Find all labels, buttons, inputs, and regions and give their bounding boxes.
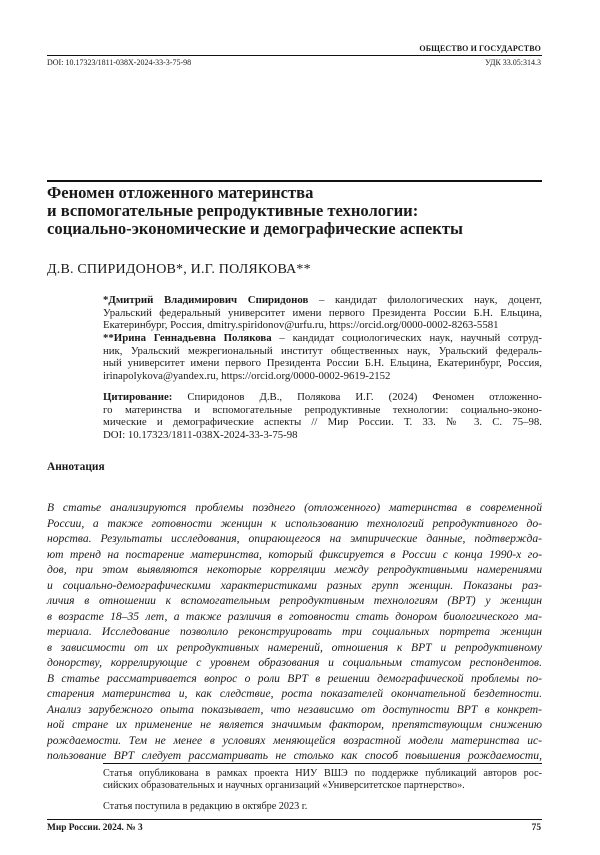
- abstract-line: териала. Исследование позволило реконструировать три социальных портрета женщин: [47, 625, 542, 638]
- page-number: 75: [531, 823, 541, 833]
- citation-text: го материнства и вспомогательные репродуктивные технологии: социально-эконо-: [103, 403, 542, 416]
- doi-header: DOI: 10.17323/1811-038X-2024-33-3-75-98: [47, 58, 192, 67]
- citation-text: DOI: 10.17323/1811-038X-2024-33-3-75-98: [103, 428, 298, 441]
- citation-block: [103, 391, 542, 441]
- abstract-line: норства. Результаты исследования, опирающегося на эмпирические данные, подтвержда-: [47, 532, 542, 545]
- header-rule: [47, 55, 542, 56]
- article-title: [47, 184, 542, 238]
- received-line: Статья поступила в редакцию в октябре 2023 г.: [103, 801, 308, 812]
- title-line: Феномен отложенного материнства: [47, 183, 314, 202]
- abstract-line: донорству, коррелирующие с уровнем образования и социальным статусом респондентов.: [47, 656, 542, 669]
- journal-issue: Мир России. 2024. № 3: [47, 823, 143, 833]
- bio-text: irinapolykova@yandex.ru, https://orcid.org/0000-0002-9619-2152: [103, 369, 391, 382]
- abstract-line: в зависимости от их репродуктивных намерений, отношения к ВРТ и репродуктивному: [47, 640, 542, 654]
- abstract-line: ют тренд на постарение материнства, который фиксируется в России с конца 1990-х го-: [47, 547, 542, 561]
- funding-line: сийских образовательных и научных организаций «Университетское партнерство».: [103, 780, 465, 792]
- funding-note: [103, 768, 542, 793]
- section-label: ОБЩЕСТВО И ГОСУДАРСТВО: [419, 44, 541, 53]
- abstract-line: личия в отношении к вспомогательным репродуктивным технологиям (ВРТ) у женщин: [47, 594, 542, 607]
- abstract-body: [47, 500, 542, 764]
- abstract-line: дов, при этом выявляются некоторые корреляции между репродуктивными намерениями: [47, 563, 542, 576]
- footer-rule: [47, 819, 542, 820]
- title-line: социально-экономические и демографические аспекты: [47, 219, 463, 238]
- abstract-line: В статье рассматривается вопрос о роли ВРТ в решении демографической проблемы по-: [47, 671, 542, 685]
- bio-text: Уральский федеральный университет имени первого Президента России Б.Н. Ельцина,: [103, 306, 542, 319]
- bio-text: Екатеринбург, Россия, dmitry.spiridonov@urfu.ru, https://orcid.org/0000-0002-8263-5581: [103, 319, 499, 332]
- abstract-heading: Аннотация: [47, 461, 105, 473]
- footnote-rule: [103, 763, 542, 764]
- abstract-line: в возрасте 18–35 лет, а также различия в готовности стать донором биологического ма-: [47, 609, 542, 623]
- citation-text: Спиридонов Д.В., Полякова И.Г. (2024) Феномен отложенно-: [172, 391, 542, 403]
- abstract-line: пользование ВРТ следует рассматривать не столько как способ повышения рождаемости,: [47, 749, 542, 762]
- title-rule: [47, 180, 542, 182]
- abstract-line: старения материнства и, как следствие, роста показателей окончательной бездетности.: [47, 687, 542, 700]
- bio-text: – кандидат социологических наук, научный сотруд-: [271, 332, 542, 344]
- author-bio-2: [103, 332, 542, 382]
- abstract-line: и социально-демографическими характеристиками разных групп женщин. Показаны раз-: [47, 578, 542, 592]
- abstract-line: Анализ зарубежного опыта показывает, что независимо от доступности ВРТ в конкрет-: [47, 702, 542, 716]
- udk-code: УДК 33.05:314.3: [485, 58, 541, 67]
- bio-text: – кандидат филологических наук, доцент,: [308, 294, 542, 306]
- bio-text: ный университет имени первого Президента России Б.Н. Ельцина, Екатеринбург, Россия,: [103, 357, 542, 370]
- funding-line: Статья опубликована в рамках проекта НИУ ВШЭ по поддержке публикаций авторов рос-: [103, 768, 542, 779]
- citation-text: мические и демографические аспекты // Мир России. Т. 33. № 3. С. 75–98.: [103, 416, 542, 429]
- abstract-line: рождаемости. Тем не менее в условиях меняющейся возрастной модели материнства ис-: [47, 733, 542, 747]
- citation-label: Цитирование:: [103, 391, 173, 403]
- abstract-line: ной стране их применение не является значимым фактором, препятствующим снижению: [47, 718, 542, 731]
- author-name-2: **Ирина Геннадьевна Полякова: [103, 332, 272, 344]
- authors-line: Д.В. СПИРИДОНОВ*, И.Г. ПОЛЯКОВА**: [47, 262, 311, 277]
- author-bio-1: [103, 294, 542, 332]
- author-name-1: *Дмитрий Владимирович Спиридонов: [103, 294, 309, 306]
- received-note: [103, 801, 542, 813]
- bio-text: ник, Уральский межрегиональный институт общественных наук, Уральский федераль-: [103, 344, 542, 357]
- abstract-line: России, а также готовности женщин к использованию технологий репродуктивного до-: [47, 516, 542, 530]
- title-line: и вспомогательные репродуктивные технологии:: [47, 201, 419, 220]
- abstract-line: В статье анализируются проблемы позднего (отложенного) материнства в современной: [47, 501, 542, 514]
